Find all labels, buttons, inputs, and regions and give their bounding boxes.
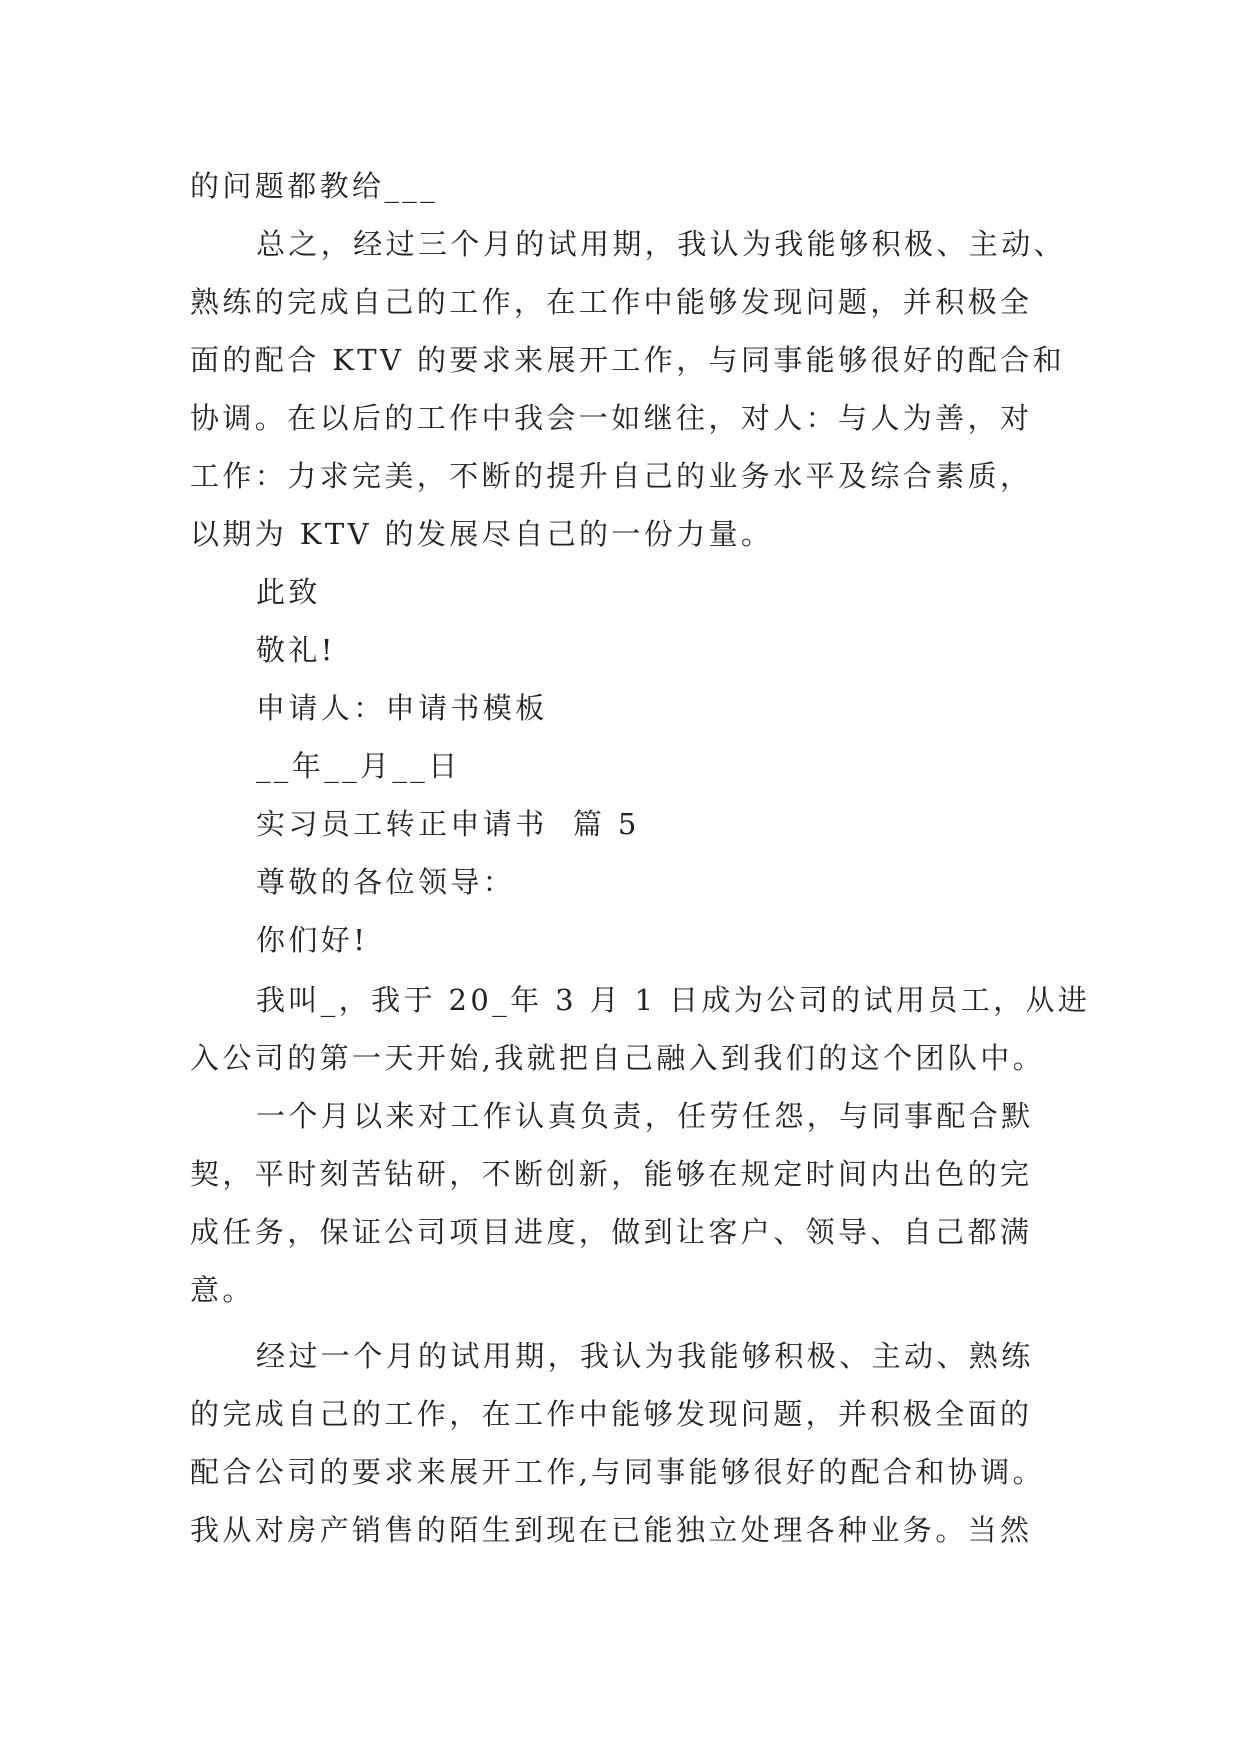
paragraph-line: 经过一个月的试用期，我认为我能够积极、主动、熟练 (256, 1339, 1034, 1373)
paragraph-line: 协调。在以后的工作中我会一如继往，对人：与人为善，对 (190, 401, 1033, 435)
paragraph-line: 入公司的第一天开始,我就把自己融入到我们的这个团队中。 (190, 1041, 1046, 1075)
paragraph-line: 配合公司的要求来展开工作,与同事能够很好的配合和协调。 (190, 1455, 1046, 1489)
paragraph-line: 的问题都教给___ (190, 169, 439, 203)
paragraph-line: 意。 (190, 1273, 255, 1307)
paragraph-line: 总之，经过三个月的试用期，我认为我能够积极、主动、 (256, 227, 1067, 261)
date-line: __年__月__日 (256, 749, 461, 783)
paragraph-line: 工作：力求完美，不断的提升自己的业务水平及综合素质， (190, 459, 1033, 493)
salutation-line: 尊敬的各位领导： (256, 865, 516, 899)
paragraph-line: 契，平时刻苦钻研，不断创新，能够在规定时间内出色的完 (190, 1157, 1033, 1191)
greeting-line: 你们好! (256, 923, 369, 957)
paragraph-line: 成任务，保证公司项目进度，做到让客户、领导、自己都满 (190, 1215, 1033, 1249)
paragraph-line: 我叫_，我于 20_年 3 月 1 日成为公司的试用员工，从进 (256, 983, 1091, 1017)
paragraph-line: 以期为 KTV 的发展尽自己的一份力量。 (190, 517, 774, 551)
paragraph-line: 的完成自己的工作，在工作中能够发现问题，并积极全面的 (190, 1397, 1033, 1431)
paragraph-line: 一个月以来对工作认真负责，任劳任怨，与同事配合默 (256, 1099, 1034, 1133)
section-title: 实习员工转正申请书 篇 5 (256, 807, 640, 841)
paragraph-line: 熟练的完成自己的工作，在工作中能够发现问题，并积极全 (190, 285, 1033, 319)
applicant-line: 申请人：申请书模板 (256, 691, 548, 725)
closing-line: 敬礼! (256, 633, 336, 667)
paragraph-line: 面的配合 KTV 的要求来展开工作，与同事能够很好的配合和 (190, 343, 1065, 377)
paragraph-line: 我从对房产销售的陌生到现在已能独立处理各种业务。当然 (190, 1513, 1033, 1547)
closing-line: 此致 (256, 575, 321, 609)
